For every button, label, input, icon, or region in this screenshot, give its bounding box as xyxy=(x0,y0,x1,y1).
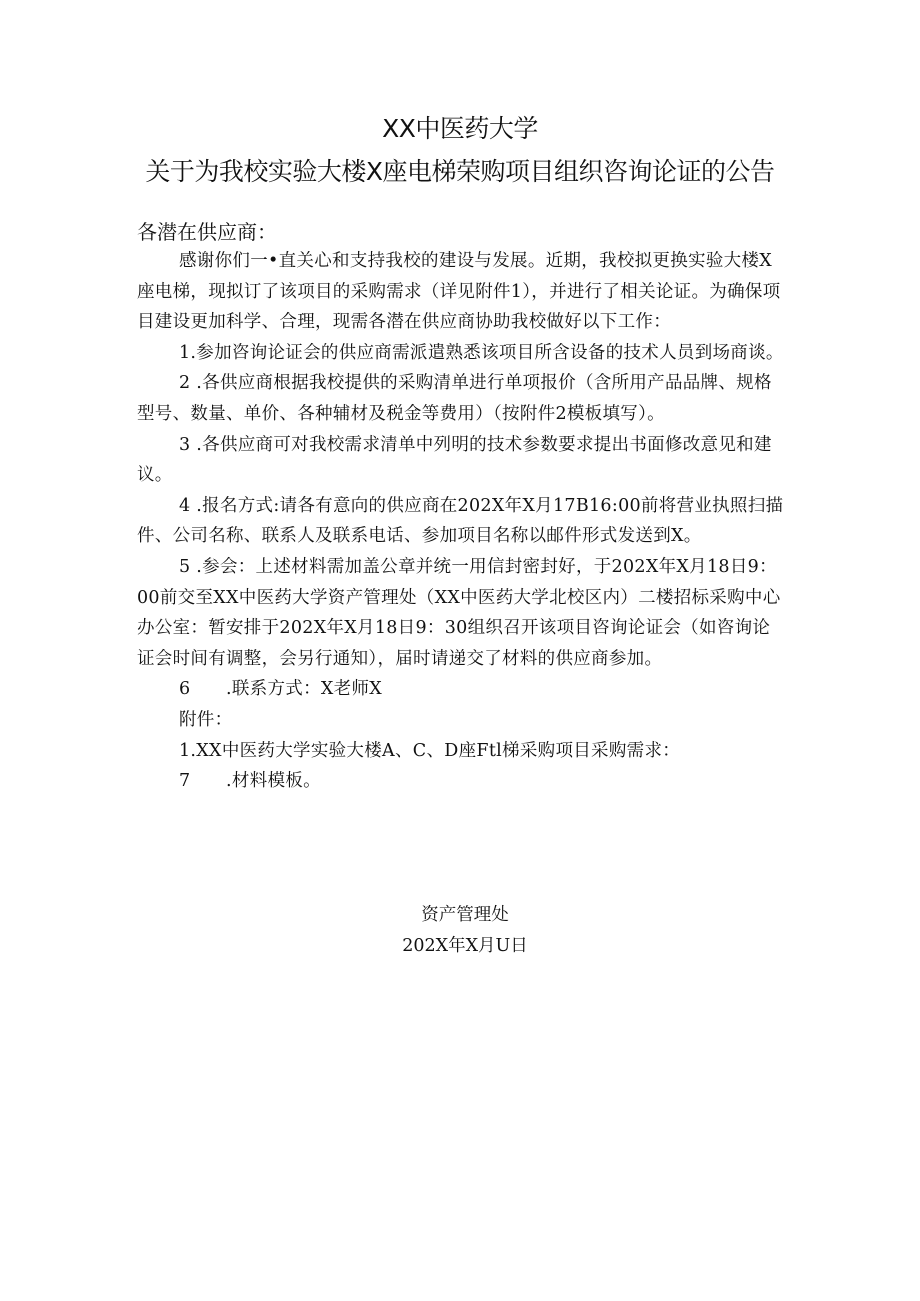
item-4-paragraph: 4 .报名方式:请各有意向的供应商在202X年X月17B16:00前将营业执照扫描件、公司名称、联系人及联系电话、参加项目名称以邮件形式发送到X。 xyxy=(137,495,784,547)
salutation: 各潜在供应商： xyxy=(137,220,277,244)
signature-department: 资产管理处 xyxy=(421,905,509,925)
attachments-heading: 附件： xyxy=(179,709,233,730)
document-subtitle: 关于为我校实验大楼X座电梯荣购项目组织咨询论证的公告 xyxy=(145,157,775,186)
document-title: XX中医药大学 xyxy=(382,114,538,143)
item-1-paragraph: 1.参加咨询论证会的供应商需派遣熟悉该项目所含设备的技术人员到场商谈。 xyxy=(179,342,784,363)
document-body xyxy=(137,246,787,797)
signature-date: 202X年X月U日 xyxy=(402,936,528,956)
attachment-1-line: 1.XX中医药大学实验大楼A、C、D座Ftl梯采购项目采购需求： xyxy=(179,740,681,761)
item-2-paragraph: 2 .各供应商根据我校提供的采购清单进行单项报价（含所用产品品牌、规格型号、数量、单价、各种辅材及税金等费用）（按附件2模板填写）。 xyxy=(137,373,772,424)
item-3-paragraph: 3 .各供应商可对我校需求清单中列明的技术参数要求提出书面修改意见和建议。 xyxy=(137,434,772,486)
attachment-2-line: 7 .材料模板。 xyxy=(179,771,321,792)
intro-paragraph: 感谢你们一•直关心和支持我校的建设与发展。近期，我校拟更换实验大楼X座电梯，现拟订了该项目的采购需求（详见附件1），并进行了相关论证。为确保项目建设更加科学、合理，现需各潜在供应商协助我校做好以下工作： xyxy=(137,251,781,333)
contact-line: 6 .联系方式：X老师X xyxy=(179,679,383,700)
item-5-paragraph: 5 .参会：上述材料需加盖公章并统一用信封密封好，于202X年X月18日9：00前交至XX中医药大学资产管理处（XX中医药大学北校区内）二楼招标采购中心办公室：暂安排于202X年X月18日9：30组织召开该项目咨询论证会（如咨询论证会时间有调整，会另行通知），届时请递交了材料的供应商参加。 xyxy=(137,556,781,669)
